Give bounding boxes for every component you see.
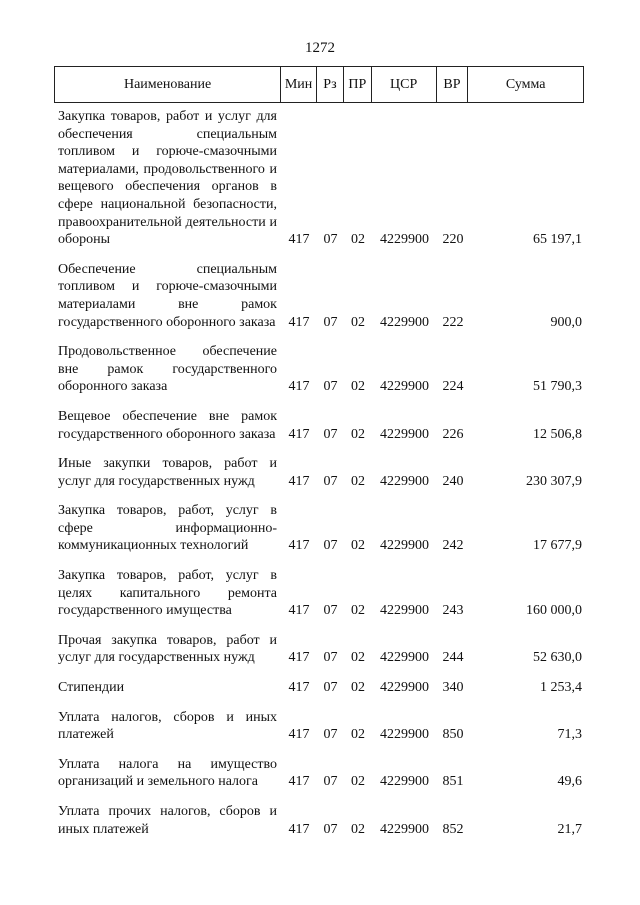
row-rz: 07 — [323, 232, 338, 248]
row-min: 417 — [288, 774, 310, 790]
row-name: Прочая закупка товаров, работ и услуг для государственных нужд — [58, 632, 277, 666]
row-name: Закупка товаров, работ, услуг в целях капитального ремонта государственного имущества — [58, 568, 277, 619]
row-min: 417 — [288, 727, 310, 743]
column-header-sum: Сумма — [505, 76, 546, 92]
row-pr: 02 — [351, 314, 365, 330]
row-csr: 4229900 — [380, 680, 429, 696]
row-csr: 4229900 — [380, 821, 429, 837]
row-min: 417 — [288, 314, 310, 330]
row-csr: 4229900 — [380, 650, 429, 666]
row-pr: 02 — [351, 680, 365, 696]
row-pr: 02 — [351, 774, 365, 790]
table-row — [54, 502, 584, 555]
table-row — [54, 408, 584, 443]
column-header-csr: ЦСР — [372, 67, 437, 102]
table-row — [54, 261, 584, 331]
table-row — [54, 709, 584, 744]
row-min: 417 — [288, 232, 310, 248]
column-header-min: Мин — [281, 67, 317, 102]
column-header-name: Наименование — [55, 67, 281, 102]
row-min: 417 — [288, 650, 310, 666]
row-name: Уплата прочих налогов, сборов и иных платежей — [58, 804, 277, 837]
row-min: 417 — [288, 379, 310, 395]
row-vr: 340 — [442, 680, 464, 696]
row-name: Иные закупки товаров, работ и услуг для государственных нужд — [58, 456, 277, 489]
table-row — [54, 567, 584, 620]
row-vr: 244 — [442, 650, 464, 666]
row-name: Уплата налога на имущество организаций и земельного налога — [58, 756, 277, 790]
row-pr: 02 — [351, 232, 365, 248]
column-header-vr: ВР — [437, 67, 469, 102]
row-pr: 02 — [351, 727, 365, 743]
row-rz: 07 — [323, 727, 338, 743]
row-min: 417 — [288, 821, 310, 837]
row-csr: 4229900 — [380, 379, 429, 395]
row-vr: 851 — [442, 774, 464, 790]
table-row — [54, 756, 584, 791]
row-sum: 1 253,4 — [540, 680, 582, 696]
table-header — [54, 66, 584, 103]
table-row — [54, 803, 584, 838]
row-csr: 4229900 — [380, 538, 429, 554]
row-rz: 07 — [323, 314, 338, 330]
row-sum: 12 506,8 — [533, 426, 582, 442]
row-name: Уплата налогов, сборов и иных платежей — [58, 709, 277, 743]
row-rz: 07 — [323, 821, 338, 837]
row-pr: 02 — [351, 538, 365, 554]
table-row — [54, 108, 584, 249]
row-pr: 02 — [351, 650, 365, 666]
row-pr: 02 — [351, 603, 365, 619]
table-row — [54, 679, 584, 697]
row-sum: 52 630,0 — [533, 650, 582, 666]
row-vr: 850 — [442, 727, 464, 743]
row-rz: 07 — [323, 379, 338, 395]
row-min: 417 — [288, 680, 310, 696]
row-name: Закупка товаров, работ и услуг для обеспечения специальным топливом и горюче-смазочными материалами, продовольственного и вещевого обеспечения органов в сфере национальной безопасности, правоохранительной деятельности и обороны — [58, 109, 277, 248]
row-rz: 07 — [323, 680, 338, 696]
row-name: Стипендии — [58, 680, 125, 696]
row-vr: 243 — [442, 603, 464, 619]
row-vr: 240 — [442, 473, 464, 489]
column-header-rz: Рз — [317, 67, 344, 102]
page-number: 1272 — [305, 40, 335, 56]
row-min: 417 — [288, 426, 310, 442]
row-vr: 242 — [442, 538, 464, 554]
row-rz: 07 — [323, 538, 338, 554]
budget-table-body — [54, 108, 584, 850]
row-name: Обеспечение специальным топливом и горюче-смазочными материалами вне рамок государственного оборонного заказа — [58, 261, 277, 330]
row-csr: 4229900 — [380, 774, 429, 790]
row-name: Вещевое обеспечение вне рамок государственного оборонного заказа — [58, 408, 277, 442]
row-vr: 224 — [442, 379, 464, 395]
row-vr: 852 — [442, 821, 464, 837]
row-csr: 4229900 — [380, 727, 429, 743]
row-sum: 160 000,0 — [526, 603, 582, 619]
row-pr: 02 — [351, 426, 365, 442]
row-sum: 230 307,9 — [526, 473, 582, 489]
row-vr: 220 — [442, 232, 464, 248]
row-sum: 65 197,1 — [533, 232, 582, 248]
row-pr: 02 — [351, 379, 365, 395]
row-vr: 222 — [442, 314, 464, 330]
row-sum: 900,0 — [550, 314, 582, 330]
row-sum: 51 790,3 — [533, 379, 582, 395]
row-sum: 17 677,9 — [533, 538, 582, 554]
row-csr: 4229900 — [380, 426, 429, 442]
row-csr: 4229900 — [380, 314, 429, 330]
row-csr: 4229900 — [380, 603, 429, 619]
row-sum: 49,6 — [557, 774, 582, 790]
row-min: 417 — [288, 473, 310, 489]
table-row — [54, 632, 584, 667]
table-row — [54, 343, 584, 396]
row-rz: 07 — [323, 650, 338, 666]
row-rz: 07 — [323, 774, 338, 790]
row-sum: 21,7 — [557, 821, 582, 837]
row-name: Продовольственное обеспечение вне рамок государственного оборонного заказа — [58, 344, 277, 395]
row-rz: 07 — [323, 473, 338, 489]
row-pr: 02 — [351, 473, 365, 489]
row-name: Закупка товаров, работ, услуг в сфере информационно-коммуникационных технологий — [58, 503, 277, 554]
row-min: 417 — [288, 538, 310, 554]
row-csr: 4229900 — [380, 473, 429, 489]
table-row — [54, 455, 584, 490]
row-csr: 4229900 — [380, 232, 429, 248]
row-sum: 71,3 — [557, 727, 582, 743]
row-pr: 02 — [351, 821, 365, 837]
row-vr: 226 — [442, 426, 464, 442]
row-rz: 07 — [323, 603, 338, 619]
row-min: 417 — [288, 603, 310, 619]
column-header-pr: ПР — [344, 67, 372, 102]
row-rz: 07 — [323, 426, 338, 442]
